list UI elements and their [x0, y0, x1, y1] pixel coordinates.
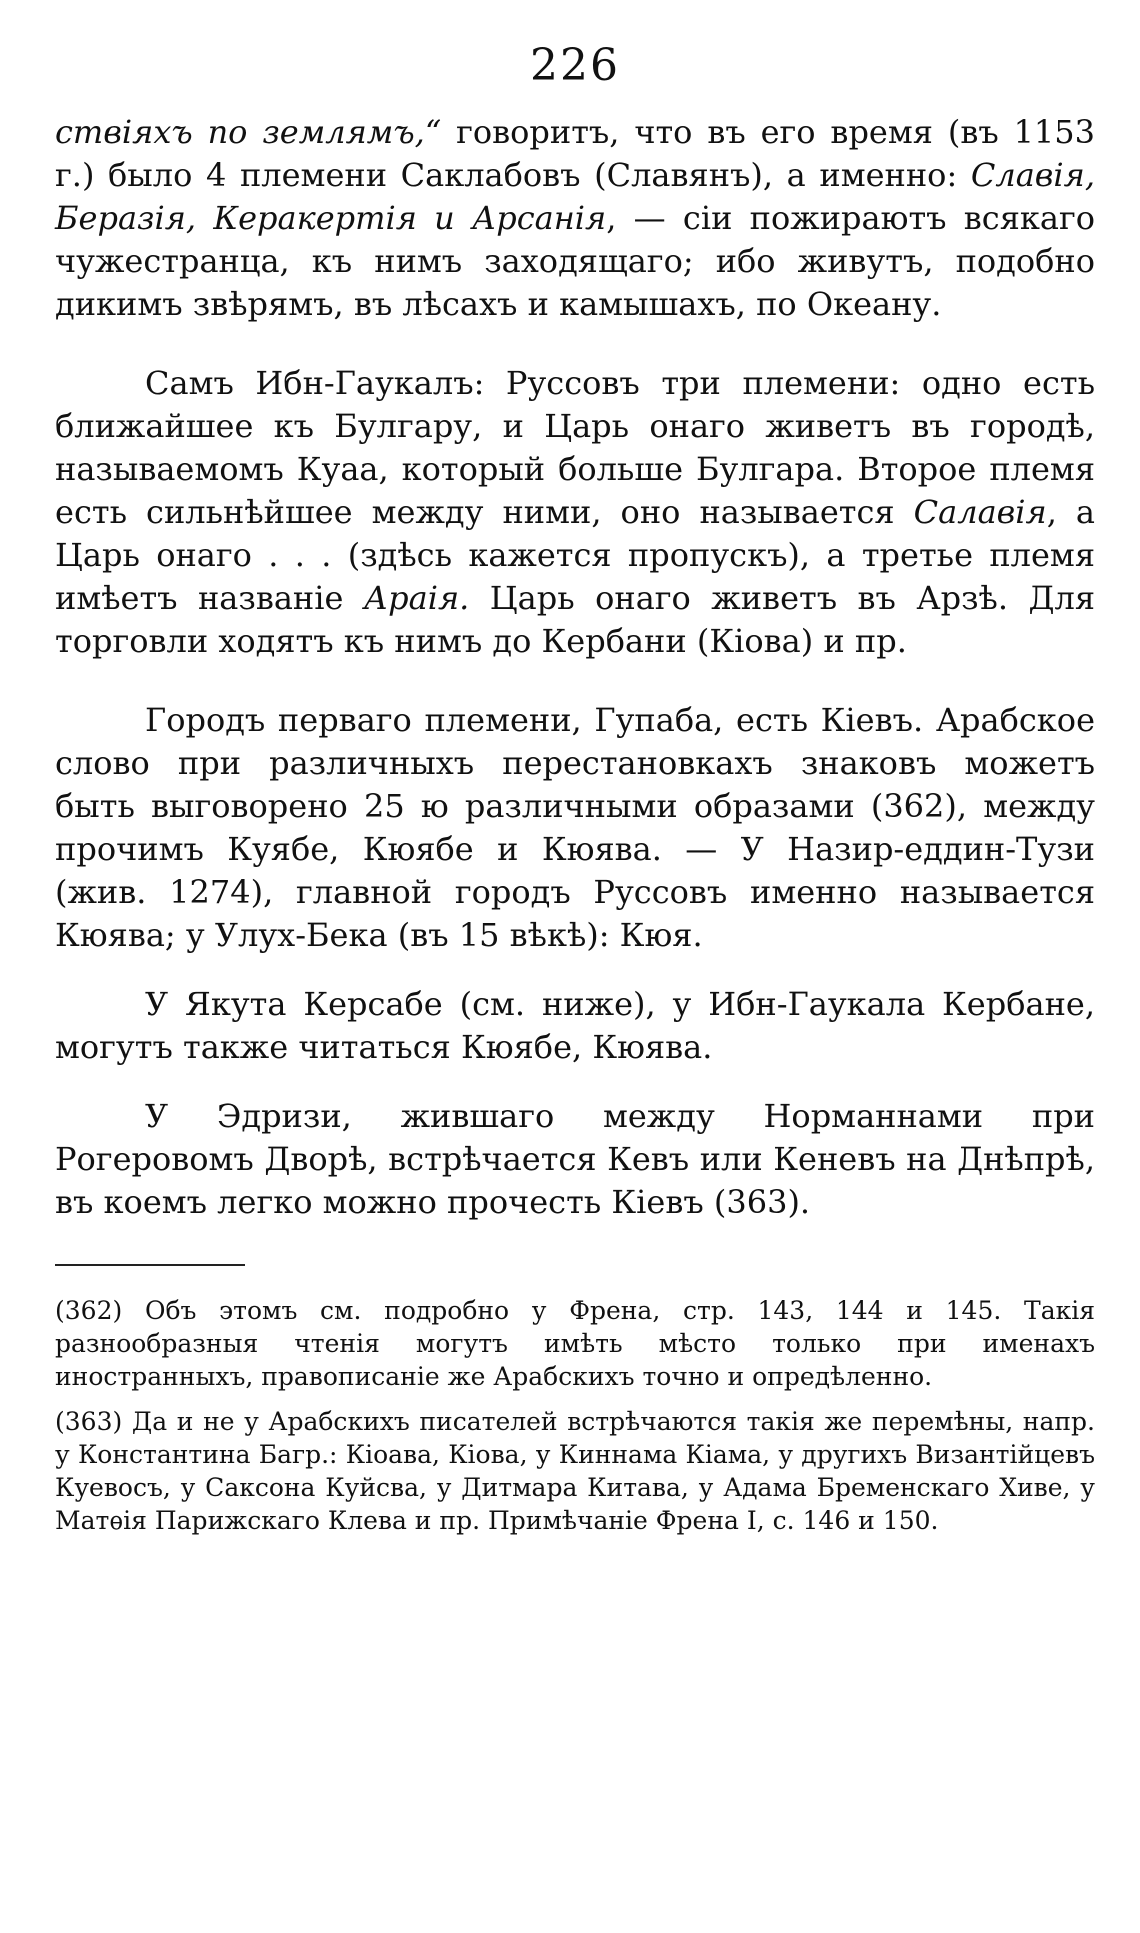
- footnote-363-marker: (363): [55, 1407, 123, 1436]
- footnote-362-text: Объ этомъ см. подробно у Френа, стр. 143, 144 и 145. Такія разнообразныя чтенія могутъ имѣть мѣсто только при именахъ иностранныхъ, правописаніе же Арабскихъ точно и опредѣленно.: [55, 1296, 1095, 1391]
- paragraph-1-tribe-names: Славія, Берaзія, Керакертія и Арсанія: [55, 156, 1095, 237]
- paragraph-2-text-b: , а Царь онаго . . . (здѣсь кажется пропускъ), а третье племя имѣетъ названіе: [55, 493, 1096, 617]
- page-number: 226: [530, 40, 620, 91]
- book-page: [55, 30, 1095, 1549]
- footnote-divider: [55, 1264, 245, 1266]
- footnote-362-marker: (362): [55, 1296, 123, 1325]
- paragraph-2: [55, 362, 1095, 663]
- paragraph-1-text-a: говоритъ, что въ его время (въ 1153 г.) было 4 племени Саклабовъ (Славянъ), а именно:: [55, 113, 1096, 194]
- paragraph-1: [55, 111, 1095, 326]
- paragraph-2-text-c: Царь онаго живетъ въ Арзѣ. Для торговли ходятъ къ нимъ до Кербани (Кіова) и пр.: [55, 579, 1096, 660]
- paragraph-1-italic-start: ствіяхъ по землямъ,“: [55, 113, 442, 151]
- footnote-363: [55, 1405, 1095, 1537]
- paragraph-5: У Эдризи, жившаго между Норманнами при Рогеровомъ Дворѣ, встрѣчается Кевъ или Кеневъ на Днѣпрѣ, въ коемъ легко можно прочесть Кіевъ (363).: [55, 1097, 1095, 1221]
- paragraph-1-text-b: , — сіи пожираютъ всякаго чужестранца, къ нимъ заходящаго; ибо живутъ, подобно дикимъ звѣрямъ, въ лѣсахъ и камышахъ, по Океану.: [55, 199, 1096, 323]
- paragraph-2-text-a: Самъ Ибн-Гаукалъ: Руссовъ три племени: одно есть ближайшее къ Булгару, и Царь онаго живетъ въ городѣ, называемомъ Куаа, который больше Булгара. Второе племя есть сильнѣйшее между ними, оно называется: [55, 364, 1095, 531]
- paragraph-2-salavia: Салавія: [913, 493, 1047, 531]
- paragraph-2-araia: Араія.: [363, 579, 470, 617]
- footnote-362: [55, 1294, 1095, 1393]
- paragraph-3: Городъ перваго племени, Гупаба, есть Кіевъ. Арабское слово при различныхъ перестановкахъ знаковъ можетъ быть выговорено 25 ю различными образами (362), между прочимъ Куябе, Кюябе и Кюява. — У Назир-еддин-Тузи (жив. 1274), главной городъ Руссовъ именно называется Кюява; у Улух-Бека (въ 15 вѣкѣ): Кюя.: [55, 701, 1095, 954]
- footnote-363-text: Да и не у Арабскихъ писателей встрѣчаются такія же перемѣны, напр. у Константина Багр.: Кіоава, Кіова, у Киннама Кіама, у другихъ Византійцевъ Куевосъ, у Саксона Куйсва, у Дитмара Китава, у Адама Бременскаго Хиве, у Матѳія Парижскаго Клева и пр. Примѣчаніе Френа I, с. 146 и 150.: [55, 1407, 1095, 1535]
- paragraph-4: У Якута Керсабе (см. ниже), у Ибн-Гаукала Кербане, могутъ также читаться Кюябе, Кюява.: [55, 985, 1095, 1066]
